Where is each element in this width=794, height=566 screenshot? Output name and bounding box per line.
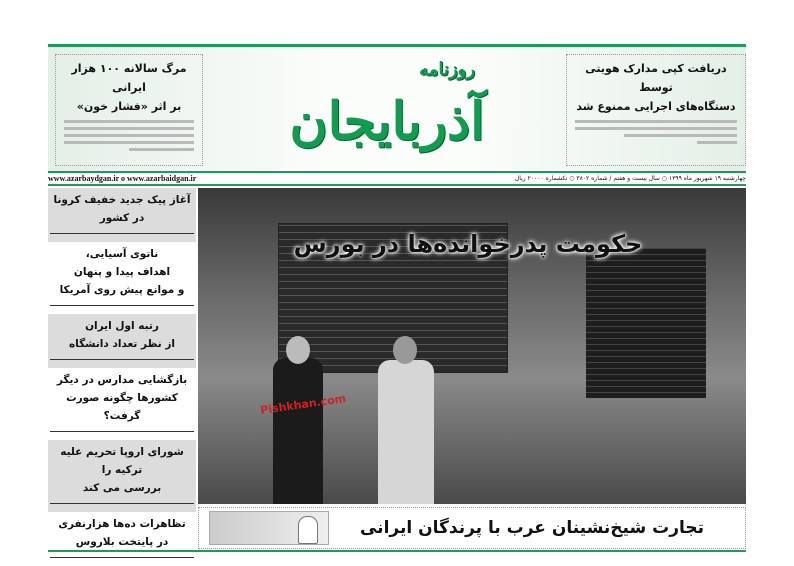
teaser-body (64, 120, 194, 151)
newspaper-logo (212, 50, 562, 170)
bottom-rule (48, 550, 746, 552)
divider (50, 233, 194, 240)
headline-line: بازگشایی مدارس در دیگر (56, 374, 188, 386)
headline-line: ناتوی آسیایی، (85, 248, 159, 260)
left-teaser-box[interactable] (55, 54, 203, 166)
teaser-title: مرگ سالانه ۱۰۰ هزار ایرانی (71, 62, 187, 94)
headline-line: در کشور (99, 212, 145, 224)
sidebar-item[interactable] (48, 242, 196, 314)
sidebar-item[interactable] (48, 512, 196, 566)
sidebar-item[interactable] (48, 188, 196, 242)
sidebar-item[interactable] (48, 440, 196, 512)
divider (50, 305, 194, 312)
main-photo[interactable] (198, 188, 746, 504)
headline-line: رتبه اول ایران (85, 320, 159, 332)
logo-title: آذربایجان (289, 91, 485, 152)
headline-line: شورای اروپا تحریم علیه ترکیه را (60, 446, 184, 476)
divider (50, 503, 194, 510)
right-teaser-box[interactable] (566, 54, 746, 166)
person-head (286, 336, 310, 364)
headline-line: در پایتخت بلاروس (75, 536, 169, 548)
headline-line: تظاهرات ده‌ها هزارنفری (58, 518, 186, 530)
watermark: Pishkhan.com (259, 392, 347, 417)
screen-image (586, 248, 706, 398)
divider (50, 431, 194, 438)
story-thumbnail (209, 511, 329, 545)
headline-line: کشورها چگونه صورت گرفت؟ (66, 392, 178, 422)
teaser-title: بر اثر «فشار خون» (76, 100, 182, 113)
rule (48, 184, 746, 186)
headline-line: آغاز پیک جدید خفیف کرونا (53, 194, 191, 206)
sidebar-headlines (48, 188, 196, 566)
headline-line: بررسی می کند (82, 482, 162, 494)
issue-info: چهارشنبه ۱۹ شهریور ماه ۱۳۹۹ ○ سال بیست و هفتم / شماره ۳۸۰۲ ○ تکشماره ۲۰۰۰۰ ریال (514, 174, 746, 182)
website-links[interactable]: www.azarbaydgan.ir o www.azarbaidgan.ir (48, 173, 197, 183)
teaser-title: دریافت کپی مدارک هویتی توسط (585, 62, 727, 94)
headline-line: از نظر تعداد دانشگاه (68, 338, 176, 350)
sidebar-item[interactable] (48, 368, 196, 440)
bottom-story[interactable] (198, 507, 746, 549)
person-figure (273, 358, 323, 504)
teaser-title: دستگاه‌های اجرایی ممنوع شد (576, 100, 736, 113)
sidebar-item[interactable] (48, 314, 196, 368)
headline-line: اهداف پیدا و پنهان (73, 266, 171, 278)
headline-line: و موانع پیش روی آمریکا (59, 284, 185, 296)
person-head (393, 336, 417, 364)
dateline (48, 173, 746, 183)
teaser-body (575, 120, 737, 144)
bottom-headline: تجارت شیخ‌نشینان عرب با پرندگان ایرانی (359, 518, 705, 538)
person-figure (378, 360, 434, 504)
main-headline[interactable]: حکومت پدرخوانده‌ها در بورس (293, 230, 643, 258)
logo-subtitle: روزنامه (419, 59, 475, 80)
divider (50, 359, 194, 366)
